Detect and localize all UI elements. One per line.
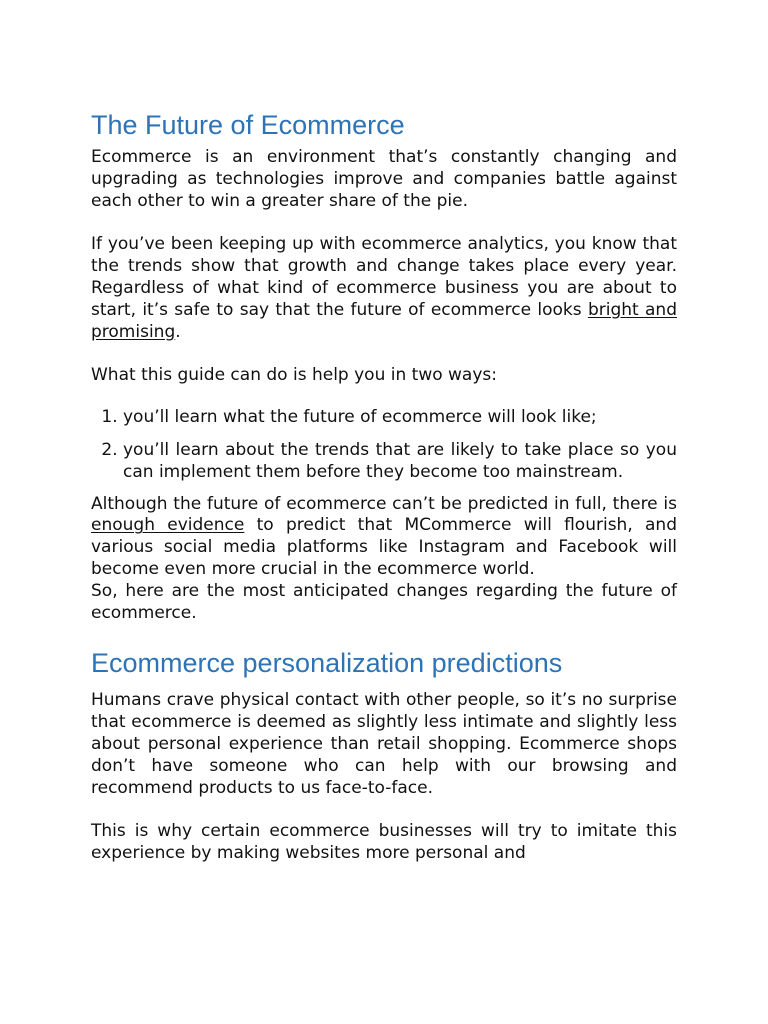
paragraph-anticipated-changes: So, here are the most anticipated changes regarding the future of ecommerce. <box>91 580 677 623</box>
paragraph-analytics-text: If you’ve been keeping up with ecommerce analytics, you know that the trends show that growth and change takes place every year. Regardless of what kind of ecommerce business you are about to start, it’s safe to say that the future of ecommerce looks <box>91 234 677 320</box>
page-title: The Future of Ecommerce <box>91 110 405 140</box>
bright-and-promising-link[interactable]: bright and promising <box>91 299 677 342</box>
paragraph-guide-intro: What this guide can do is help you in two ways: <box>91 365 497 386</box>
document-page <box>91 96 677 865</box>
paragraph-evidence-text: Although the future of ecommerce can’t be predicted in full, there is <box>91 493 677 514</box>
paragraph-imitate-experience: This is why certain ecommerce businesses will try to imitate this experience by making websites more personal and <box>91 821 677 864</box>
paragraph-analytics <box>91 234 677 343</box>
enough-evidence-link[interactable]: enough evidence <box>91 515 245 536</box>
paragraph-physical-contact: Humans crave physical contact with other people, so it’s no surprise that ecommerce is deemed as slightly less intimate and slightly less about personal experience than retail shopping. Ecommerce shops don’t have someone who can help with our browsing and recommend products to us face-to-face. <box>91 690 677 798</box>
paragraph-evidence-end: to predict that MCommerce will flourish, and various social media platforms like Instagram and Facebook will become even more crucial in the ecommerce world. <box>91 515 677 579</box>
paragraph-analytics-end: . <box>175 321 181 342</box>
list-item: 1. you’ll learn what the future of ecommerce will look like; <box>123 407 677 429</box>
paragraph-intro: Ecommerce is an environment that’s constantly changing and upgrading as technologies improve and companies battle against each other to win a greater share of the pie. <box>91 147 677 211</box>
list-item: 2. you’ll learn about the trends that are likely to take place so you can implement them before they become too mainstream. <box>123 440 677 484</box>
paragraph-evidence <box>91 494 677 581</box>
guide-list <box>91 407 677 483</box>
section-heading-personalization: Ecommerce personalization predictions <box>91 648 563 679</box>
